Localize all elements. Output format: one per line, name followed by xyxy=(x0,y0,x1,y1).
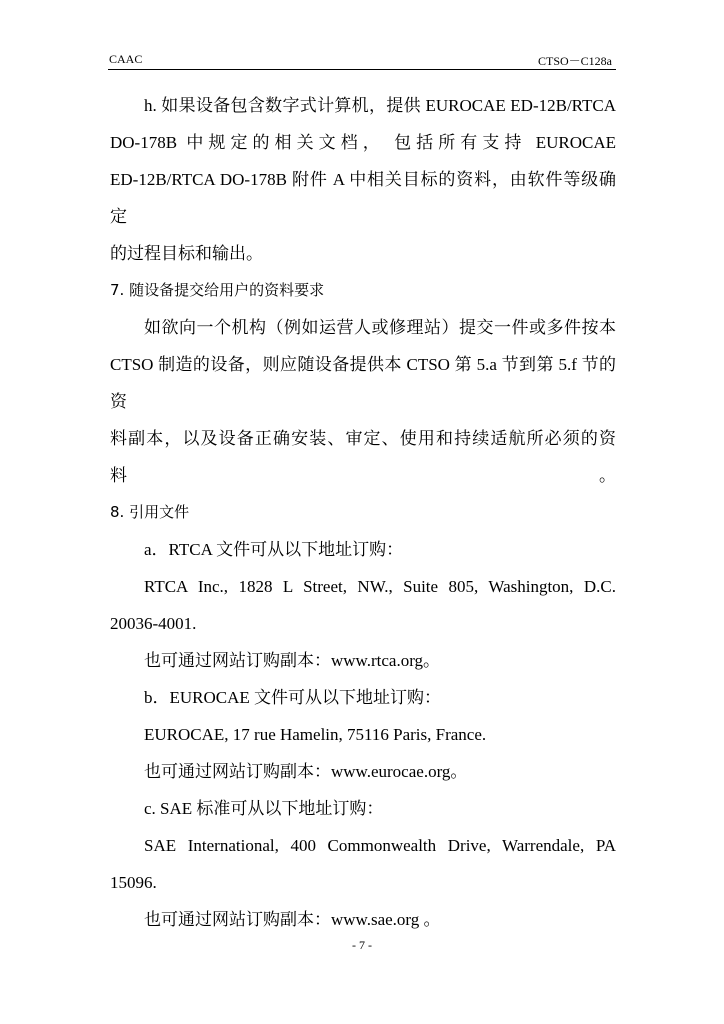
item-h-line-3: ED-12B/RTCA DO-178B 附件 A 中相关目标的资料，由软件等级确定 xyxy=(110,170,616,226)
item-h-line-2: DO-178B 中规定的相关文档， 包括所有支持 EUROCAE xyxy=(110,133,616,152)
page-number: - 7 - xyxy=(352,938,372,952)
item-h-line-4: 的过程目标和输出。 xyxy=(110,244,263,263)
page-header xyxy=(108,48,616,70)
header-right-ctso-number: CTSO－C128a xyxy=(537,54,612,68)
section-8-heading: 8. 引用文件 xyxy=(110,503,190,521)
reference-c-label: c. SAE 标准可从以下地址订购： xyxy=(144,799,384,818)
header-rule xyxy=(108,69,616,70)
page-body xyxy=(110,87,616,938)
reference-b-website: 也可通过网站订购副本：www.eurocae.org。 xyxy=(144,762,468,781)
section-7-line-3: 料副本，以及设备正确安装、审定、使用和持续适航所必须的资料。 xyxy=(110,429,616,485)
reference-a-label: a．RTCA 文件可从以下地址订购： xyxy=(144,540,404,559)
reference-c-website: 也可通过网站订购副本：www.sae.org 。 xyxy=(144,910,441,929)
reference-c-address-line-2: 15096. xyxy=(110,873,157,892)
section-7-line-1: 如欲向一个机构（例如运营人或修理站）提交一件或多件按本 xyxy=(144,318,616,337)
section-7-heading: 7. 随设备提交给用户的资料要求 xyxy=(110,281,325,299)
reference-c-address-line-1: SAE International, 400 Commonwealth Drive, Warrendale, PA xyxy=(144,836,616,855)
reference-a-website: 也可通过网站订购副本：www.rtca.org。 xyxy=(144,651,441,670)
reference-b-address: EUROCAE, 17 rue Hamelin, 75116 Paris, France. xyxy=(144,725,487,744)
section-7-line-2: CTSO 制造的设备，则应随设备提供本 CTSO 第 5.a 节到第 5.f 节的资 xyxy=(110,355,616,411)
item-h-line-1: h. 如果设备包含数字式计算机，提供 EUROCAE ED-12B/RTCA xyxy=(144,96,616,115)
reference-b-label: b．EUROCAE 文件可从以下地址订购： xyxy=(144,688,442,707)
header-left-caac: CAAC xyxy=(109,52,143,66)
reference-a-address-line-2: 20036-4001. xyxy=(110,614,197,633)
reference-a-address-line-1: RTCA Inc., 1828 L Street, NW., Suite 805, Washington, D.C. xyxy=(144,577,616,596)
